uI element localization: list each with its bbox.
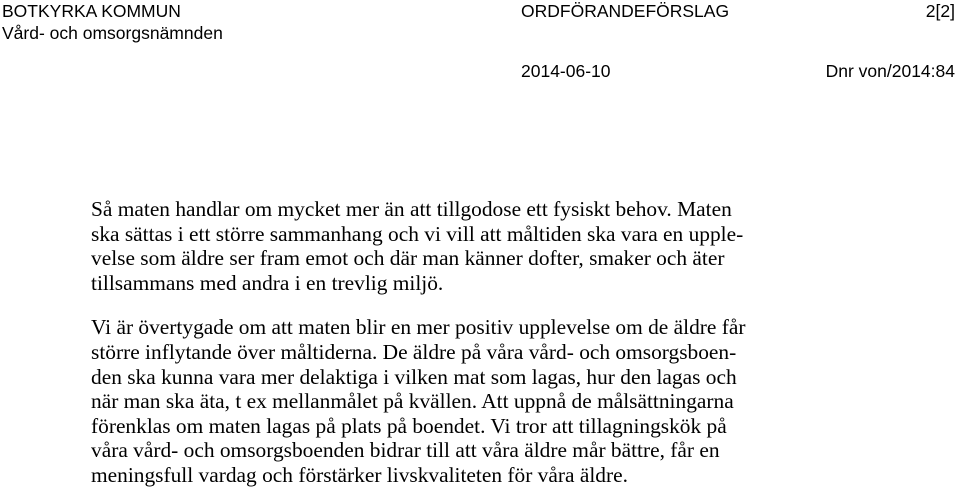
organization-name: BOTKYRKA KOMMUN <box>2 1 181 21</box>
paragraph-2 <box>91 315 951 487</box>
text-line: förenklas om maten lagas på plats på boendet. Vi tror att tillagningskök på <box>91 413 727 438</box>
department-name: Vård- och omsorgsnämnden <box>2 23 223 43</box>
document-header <box>0 0 960 80</box>
text-line: tillsammans med andra i en trevlig miljö. <box>91 270 444 295</box>
text-line: större inflytande över måltiderna. De äldre på våra vård- och omsorgsboen- <box>91 339 737 364</box>
document-date: 2014-06-10 <box>521 61 611 81</box>
text-line: när man ska äta, t ex mellanmålet på kvällen. Att uppnå de målsättningarna <box>91 389 734 414</box>
document-type: ORDFÖRANDEFÖRSLAG <box>521 1 730 21</box>
page-number: 2[2] <box>925 1 955 21</box>
registration-number: Dnr von/2014:84 <box>825 61 955 81</box>
text-line: den ska kunna vara mer delaktiga i vilken mat som lagas, hur den lagas och <box>91 364 737 389</box>
text-line: Så maten handlar om mycket mer än att tillgodose ett fysiskt behov. Maten <box>91 197 732 221</box>
text-line: Vi är övertygade om att maten blir en mer positiv upplevelse om de äldre får <box>91 315 746 340</box>
text-line: meningsfull vardag och förstärker livskvaliteten för våra äldre. <box>91 462 628 487</box>
text-line: ska sättas i ett större sammanhang och vi vill att måltiden ska vara en upple- <box>91 221 744 246</box>
text-line: våra vård- och omsorgsboenden bidrar till att våra äldre mår bättre, får en <box>91 438 720 463</box>
paragraph-1 <box>91 197 951 295</box>
document-body <box>91 197 951 488</box>
text-line: velse som äldre ser fram emot och där man känner dofter, smaker och äter <box>91 246 725 271</box>
